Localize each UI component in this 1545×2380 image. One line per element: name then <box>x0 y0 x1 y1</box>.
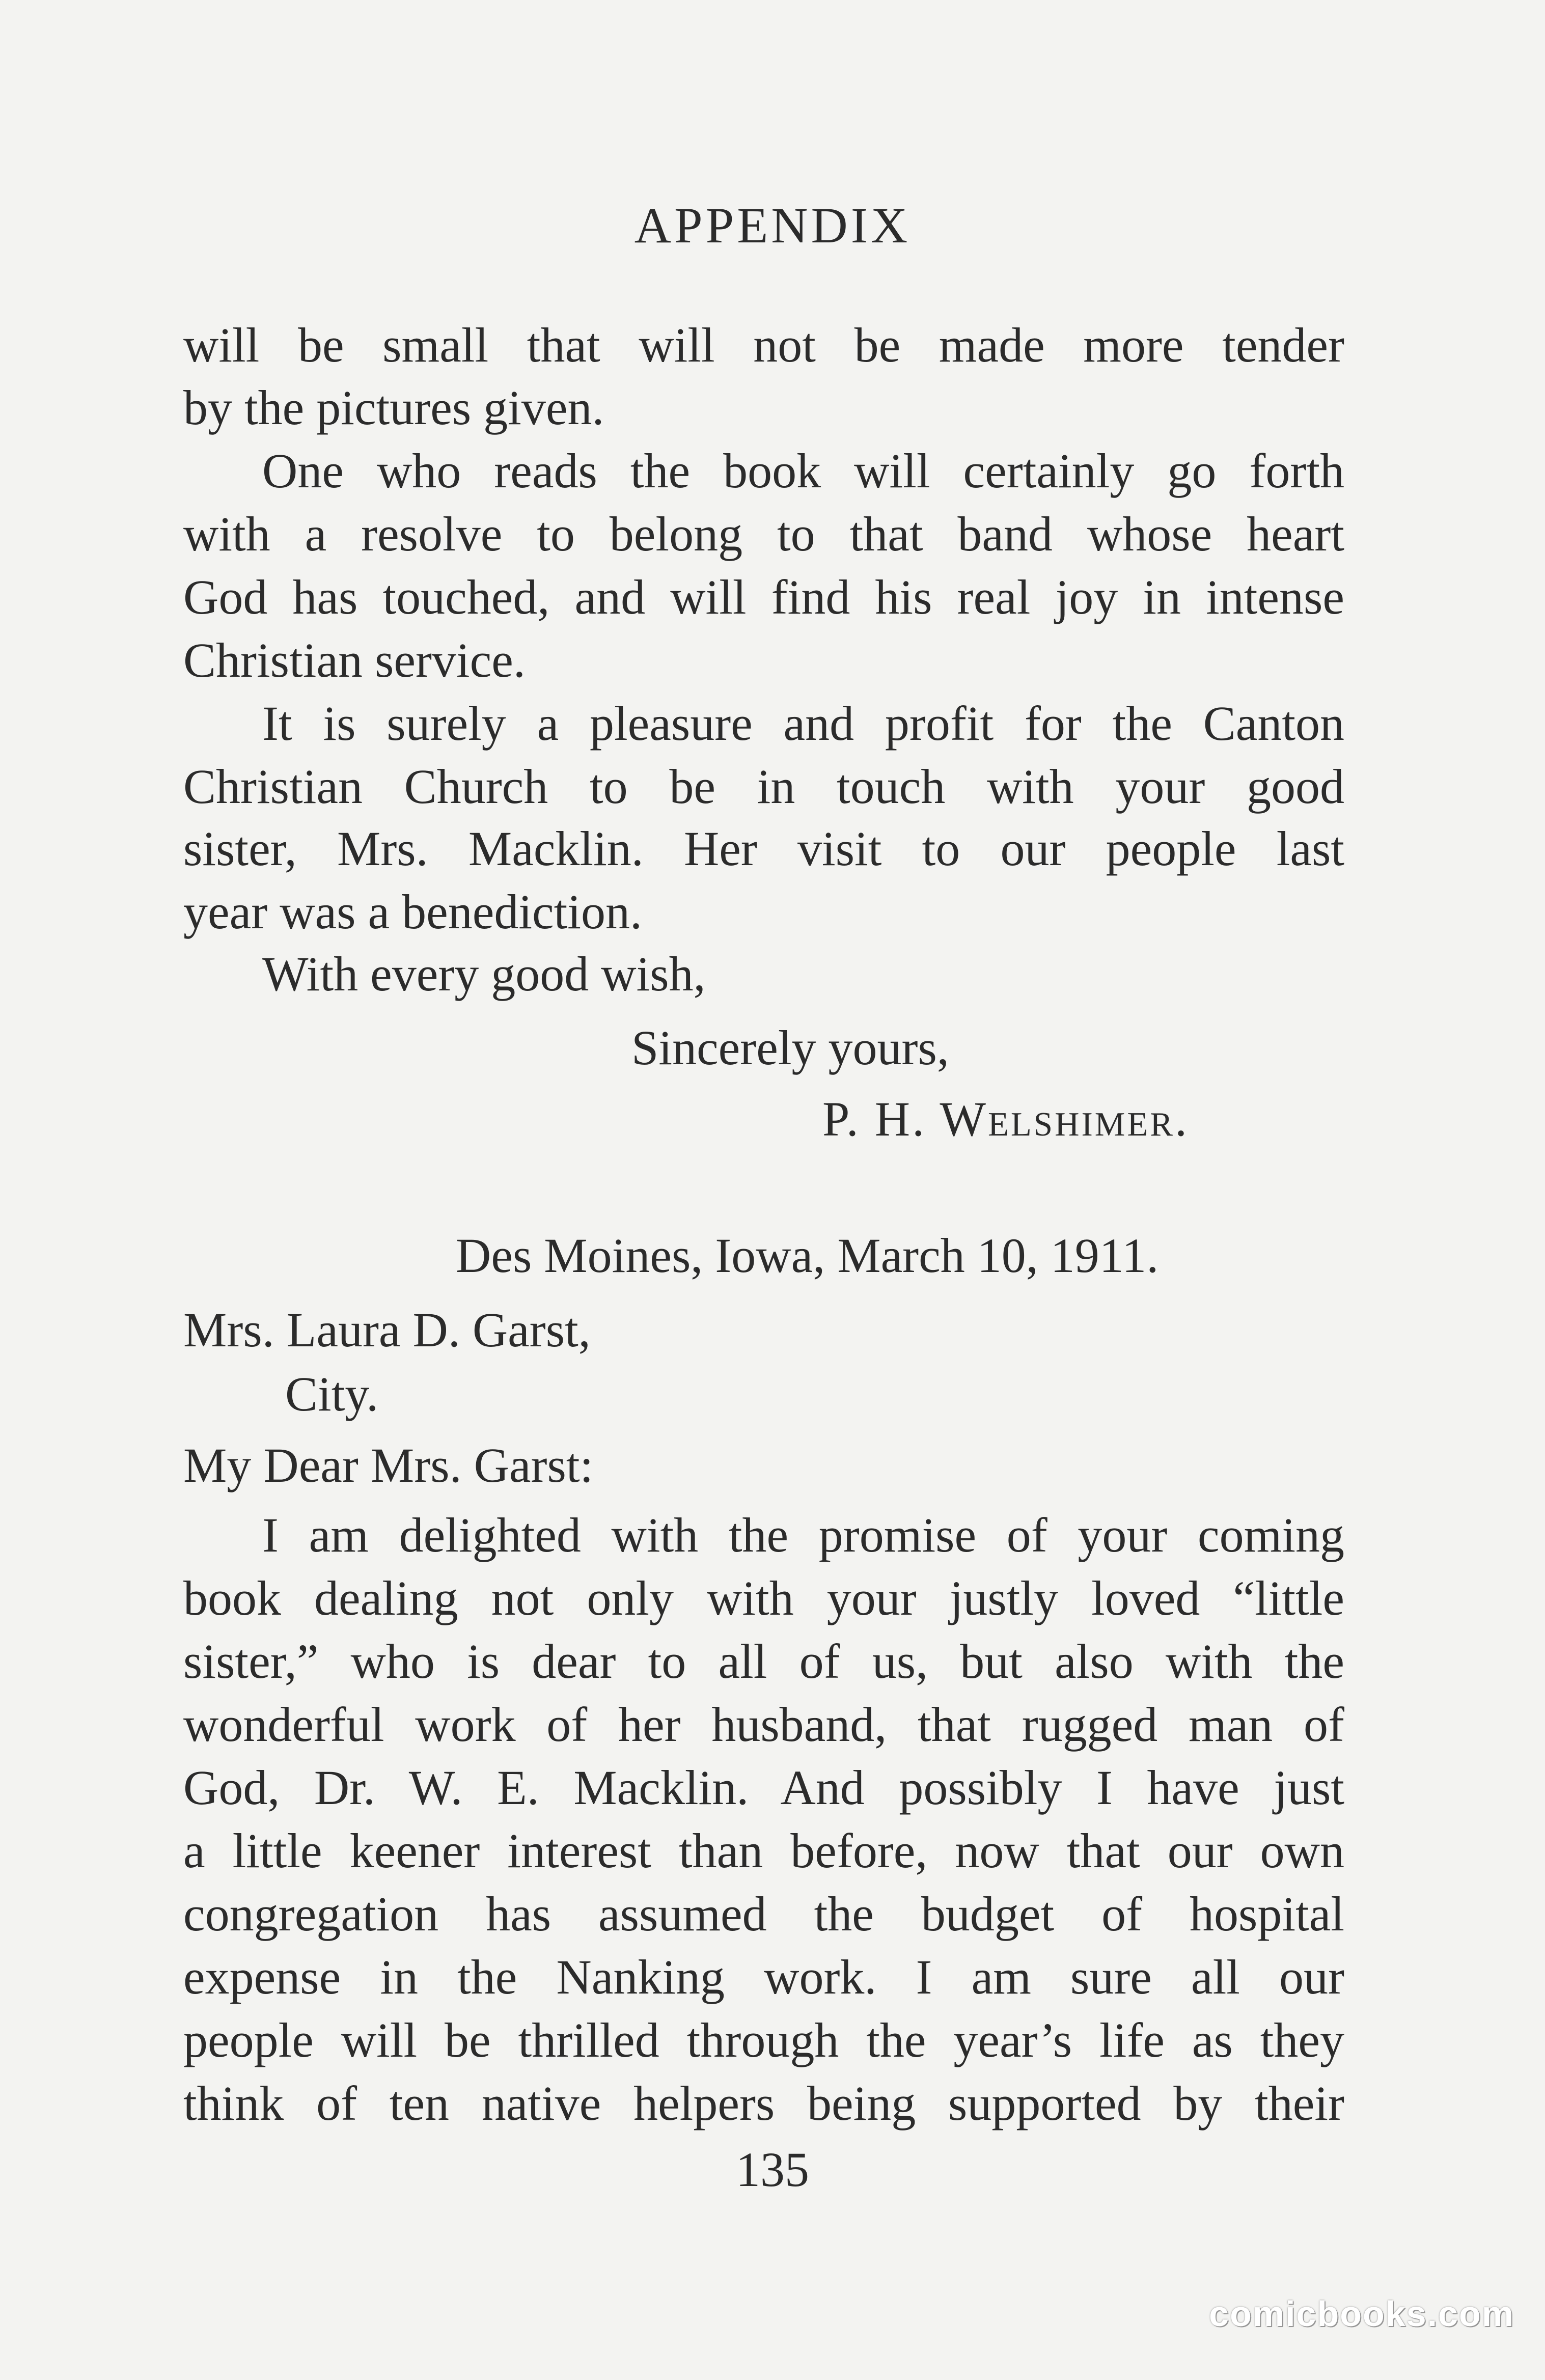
text-line: year was a benediction. <box>183 884 642 939</box>
text-line: wonderful work of her husband, that rugged man of <box>183 1697 1344 1752</box>
text-line: It is surely a pleasure and profit for the Canton <box>262 696 1344 751</box>
page-number: 135 <box>736 2142 809 2197</box>
text-line: One who reads the book will certainly go forth <box>262 444 1344 498</box>
text-line: God, Dr. W. E. Macklin. And possibly I have just <box>183 1760 1344 1815</box>
text-line: Christian service. <box>183 633 526 687</box>
salutation: My Dear Mrs. Garst: <box>183 1438 594 1492</box>
addressee-city: City. <box>285 1367 379 1421</box>
text-line: will be small that will not be made more tender <box>183 318 1344 372</box>
text-line: by the pictures given. <box>183 380 604 435</box>
text-line: with a resolve to belong to that band whose heart <box>183 507 1344 561</box>
signature-closing: Sincerely yours, <box>631 1020 949 1075</box>
signature-name: P. H. Welshimer. <box>822 1092 1189 1146</box>
addressee-name: Mrs. Laura D. Garst, <box>183 1303 591 1357</box>
watermark-logo: comicbooks.com <box>1209 2294 1514 2334</box>
text-line: sister, Mrs. Macklin. Her visit to our people last <box>183 821 1344 876</box>
text-line: congregation has assumed the budget of hospital <box>183 1887 1344 1941</box>
text-line: expense in the Nanking work. I am sure all our <box>183 1950 1344 2004</box>
letter-dateline: Des Moines, Iowa, March 10, 1911. <box>456 1228 1159 1283</box>
text-line: I am delighted with the promise of your coming <box>262 1508 1344 1562</box>
text-line: God has touched, and will find his real joy in intense <box>183 570 1344 624</box>
closing-line: With every good wish, <box>262 947 706 1001</box>
text-line: book dealing not only with your justly loved “little <box>183 1571 1344 1625</box>
text-line: Christian Church to be in touch with your good <box>183 759 1344 814</box>
text-line: people will be thrilled through the year’s life as they <box>183 2013 1344 2067</box>
running-header: APPENDIX <box>634 197 911 254</box>
text-line: think of ten native helpers being supported by their <box>183 2076 1344 2130</box>
text-line: sister,” who is dear to all of us, but also with the <box>183 1634 1344 1689</box>
text-line: a little keener interest than before, now that our own <box>183 1823 1344 1878</box>
